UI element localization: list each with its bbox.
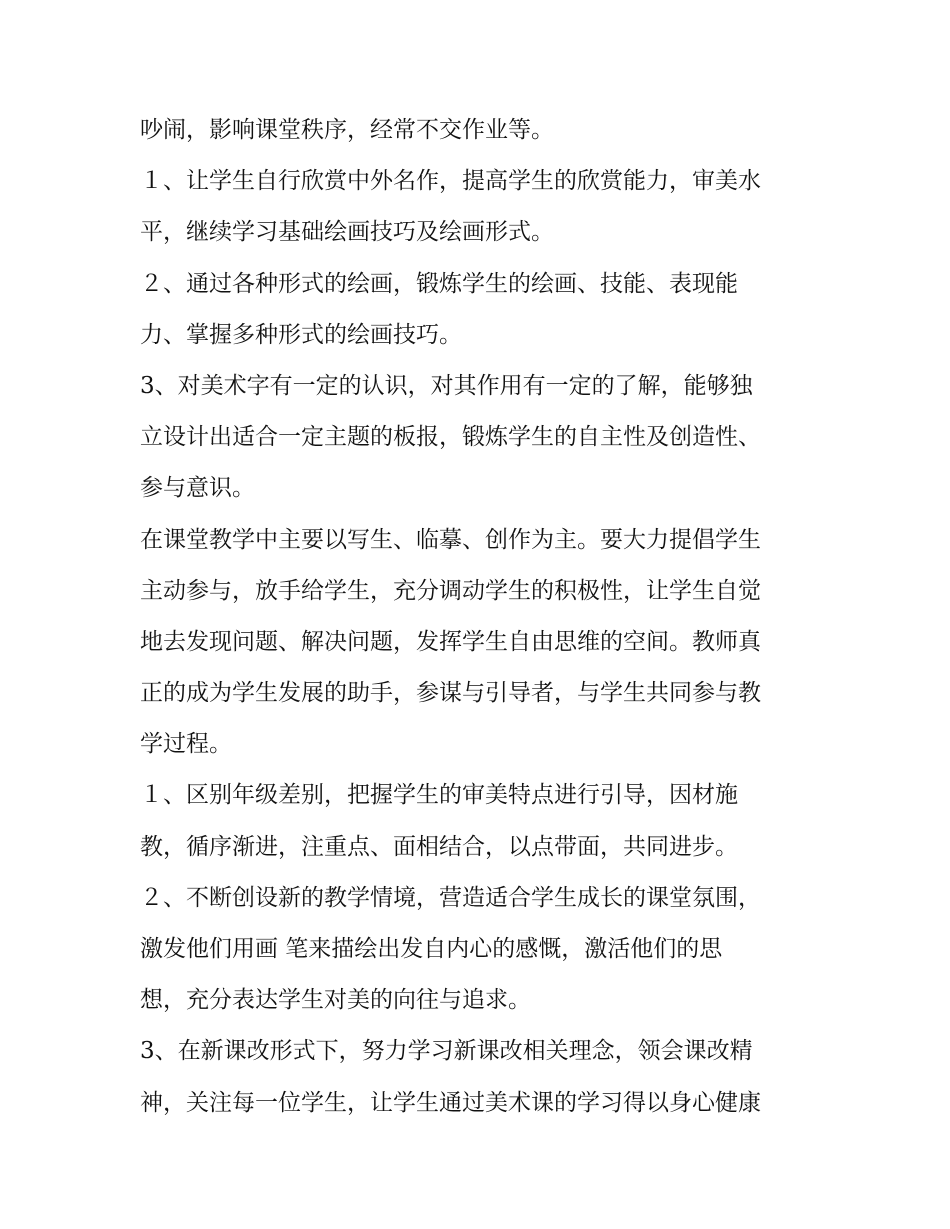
text-line: 主动参与，放手给学生，充分调动学生的积极性，让学生自觉 [140, 577, 761, 604]
body-text [140, 105, 820, 1129]
text-line: 参与意识。 [140, 475, 255, 502]
text-line: 学过程。 [140, 731, 232, 758]
text-line: 平，继续学习基础绘画技巧及绘画形式。 [140, 219, 554, 246]
text-line: 想，充分表达学生对美的向往与追求。 [140, 987, 531, 1014]
text-line: 地去发现问题、解决问题，发挥学生自由思维的空间。教师真 [140, 628, 761, 655]
text-line: 力、掌握多种形式的绘画技巧。 [140, 321, 462, 348]
text-line: ２、通过各种形式的绘画，锻炼学生的绘画、技能、表现能 [140, 270, 738, 297]
text-line: ２、不断创设新的教学情境，营造适合学生成长的课堂氛围， [140, 884, 761, 911]
text-line: 吵闹，影响课堂秩序，经常不交作业等。 [140, 117, 554, 143]
text-line: 激发他们用画 笔来描绘出发自内心的感慨，激活他们的思 [140, 936, 723, 962]
text-line: 神，关注每一位学生，让学生通过美术课的学习得以身心健康 [140, 1089, 761, 1116]
text-line: 教，循序渐进，注重点、面相结合，以点带面，共同进步。 [140, 833, 738, 860]
text-line: １、让学生自行欣赏中外名作，提高学生的欣赏能力，审美水 [140, 168, 761, 195]
text-line: 3、在新课改形式下，努力学习新课改相关理念，领会课改精 [140, 1038, 753, 1065]
text-line: １、区别年级差别，把握学生的审美特点进行引导，因材施 [140, 782, 738, 809]
text-line: 在课堂教学中主要以写生、临摹、创作为主。要大力提倡学生 [140, 526, 761, 553]
text-line: 3、对美术字有一定的认识，对其作用有一定的了解，能够独 [140, 372, 753, 399]
text-line: 正的成为学生发展的助手，参谋与引导者，与学生共同参与教 [140, 680, 761, 707]
text-line: 立设计出适合一定主题的板报，锻炼学生的自主性及创造性、 [140, 424, 761, 451]
